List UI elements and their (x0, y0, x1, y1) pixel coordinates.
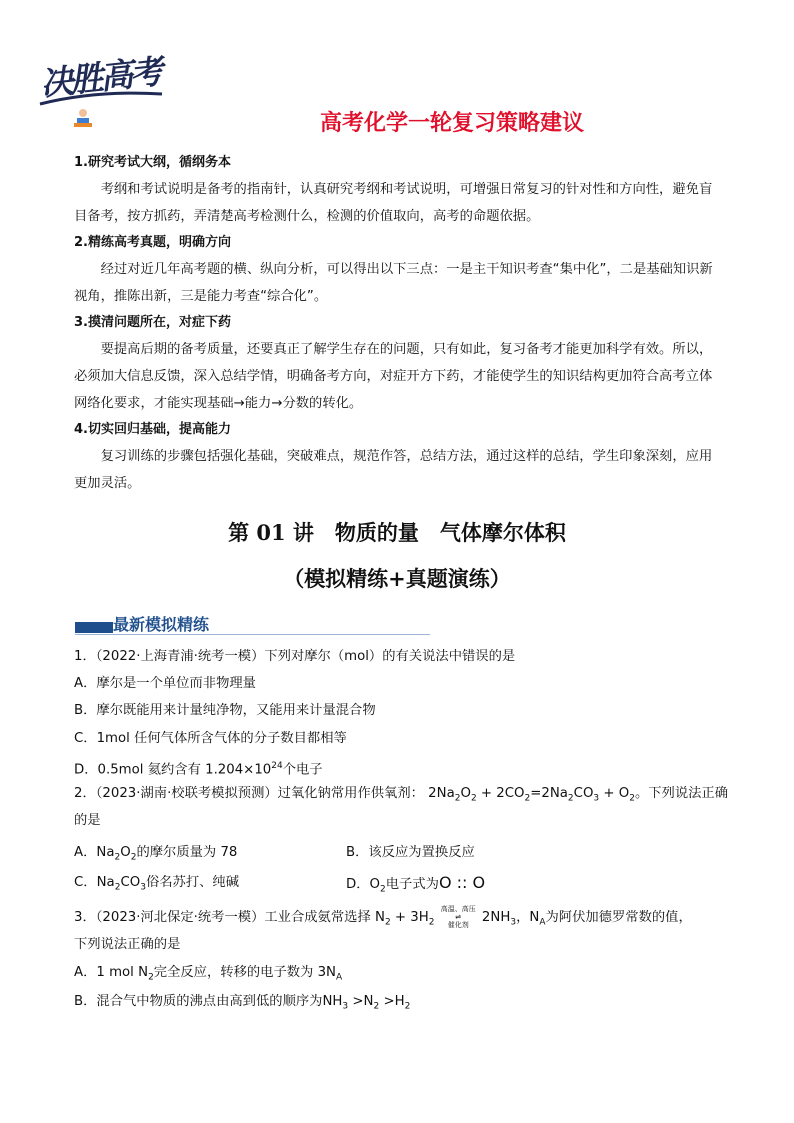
stem-suffix: 为阿伏加德罗常数的值， (545, 910, 692, 925)
condition-top: 高温、高压 (440, 905, 476, 913)
question-1-option-a: A．摩尔是一个单位而非物理量 (74, 676, 256, 691)
reaction-equation: $N_2 + 3H_2$ 高温、高压 ⇌ 催化剂 $2NH_3$ (374, 905, 517, 929)
question-2-stem-line2: 的是 (74, 813, 101, 828)
question-1-option-c: C．1mol 任何气体所含气体的分子数目都相等 (74, 731, 347, 746)
option-label: A． (74, 845, 97, 860)
question-2-option-a: A．$Na_2O_2$的摩尔质量为 78 (74, 845, 238, 863)
strategy-body: 复习训练的步骤包括强化基础，突破难点，规范作答，总结方法，通过这样的总结，学生印象深刻，应用更加灵活。 (74, 449, 713, 491)
reaction-conditions: 高温、高压 ⇌ 催化剂 (440, 905, 476, 929)
lecture-title: 第 01 讲 物质的量 气体摩尔体积 (228, 520, 566, 545)
strategy-section-4 (74, 417, 724, 497)
banner-bar (75, 622, 113, 633)
strategy-section-1 (74, 150, 724, 230)
option-text: 的摩尔质量为 78 (136, 845, 238, 860)
question-1-option-b: B．摩尔既能用来计量纯净物，又能用来计量混合物 (74, 703, 376, 718)
option-label: B．混合气中物质的沸点由高到低的顺序为 (74, 994, 323, 1009)
strategy-body: 考纲和考试说明是备考的指南针，认真研究考纲和考试说明，可增强日常复习的针对性和方向性，避免盲目备考，按方抓药，弄清楚高考检测什么，检测的价值取向，高考的命题依据。 (74, 182, 713, 224)
question-1-stem: 1．（2022·上海青浦·统考一模）下列对摩尔（mol）的有关说法中错误的是 (74, 649, 516, 664)
strategy-section-3 (74, 310, 724, 417)
stem-prefix: 3．（2023·河北保定·统考一模）工业合成氨常选择 (74, 910, 371, 925)
reaction-equation: $2Na_2O_2 + 2CO_2=2Na_2CO_3 + O_2$ (428, 786, 635, 804)
exponent: 24 (271, 761, 283, 771)
option-label: A．1 mol (74, 965, 134, 980)
stem-suffix: 。下列说法正确 (634, 786, 729, 801)
question-2-option-c: C．$Na_2CO_3$俗名苏打、纯碱 (74, 875, 240, 893)
strategy-heading: 2.精练高考真题，明确方向 (74, 235, 231, 250)
strategy-heading: 3.摸清问题所在，对症下药 (74, 315, 231, 330)
strategy-section-2 (74, 230, 724, 310)
option-text: 电子式为 (385, 877, 439, 892)
logo-swoosh-icon (36, 88, 166, 108)
question-2-option-b: B．该反应为置换反应 (346, 845, 475, 860)
option-d-suffix: 个电子 (282, 762, 323, 778)
strategy-body: 经过对近几年高考题的横、纵向分析，可以得出以下三点：一是主干知识考查“集中化”，二是基础知识新视角，推陈出新，三是能力考查“综合化”。 (74, 262, 713, 304)
option-label: D． (346, 877, 370, 892)
option-text: 俗名苏打、纯碱 (145, 875, 240, 890)
page-title: 高考化学一轮复习策略建议 (319, 111, 584, 136)
lecture-subtitle: （模拟精练+真题演练） (283, 566, 511, 591)
option-label: C． (74, 875, 97, 890)
stem-prefix: 2．（2023·湖南·校联考模拟预测）过氧化钠常用作供氧剂： (74, 786, 424, 801)
section-banner (75, 612, 430, 638)
question-2-option-d: D．$O_2$电子式为O :: O (346, 873, 486, 895)
strategy-body: 要提高后期的备考质量，还要真正了解学生存在的问题，只有如此，复习备考才能更加科学有效。所以，必须加大信息反馈，深入总结学情，明确备考方向，对症开方下药，才能使学生的知识结构更加符合高考立体网络化要求，才能实现基础→能力→分数的转化。 (74, 342, 713, 411)
question-3-option-b: B．混合气中物质的沸点由高到低的顺序为$NH_3 >N_2 >H_2$ (74, 994, 411, 1012)
question-3-stem-line2: 下列说法正确的是 (74, 937, 181, 952)
question-2-stem (74, 784, 734, 809)
banner-underline (75, 634, 430, 635)
condition-bottom: 催化剂 (447, 921, 469, 929)
electron-formula: O :: O (438, 873, 486, 892)
question-1-option-d (74, 756, 734, 780)
question-3-stem: 3．（2023·河北保定·统考一模）工业合成氨常选择 $N_2 + 3H_2$ 高温、高压 ⇌ 催化剂 $2NH_3$，$N_A$为阿伏加德罗常数的值， (74, 905, 692, 929)
option-text: 完全反应，转移的电子数为 3 (153, 965, 327, 980)
option-d-prefix: D．0.5mol 氦约含有 1.204×10 (74, 762, 272, 778)
logo-text: 决胜高考 (38, 51, 162, 104)
strategy-heading: 1.研究考试大纲，循纲务本 (74, 155, 231, 170)
strategy-heading: 4.切实回归基础，提高能力 (74, 422, 231, 437)
question-3-option-a: A．1 mol $N_2$完全反应，转移的电子数为 $3N_A$ (74, 965, 343, 983)
banner-label: 最新模拟精练 (113, 615, 210, 634)
stem-separator: ， (516, 910, 530, 925)
